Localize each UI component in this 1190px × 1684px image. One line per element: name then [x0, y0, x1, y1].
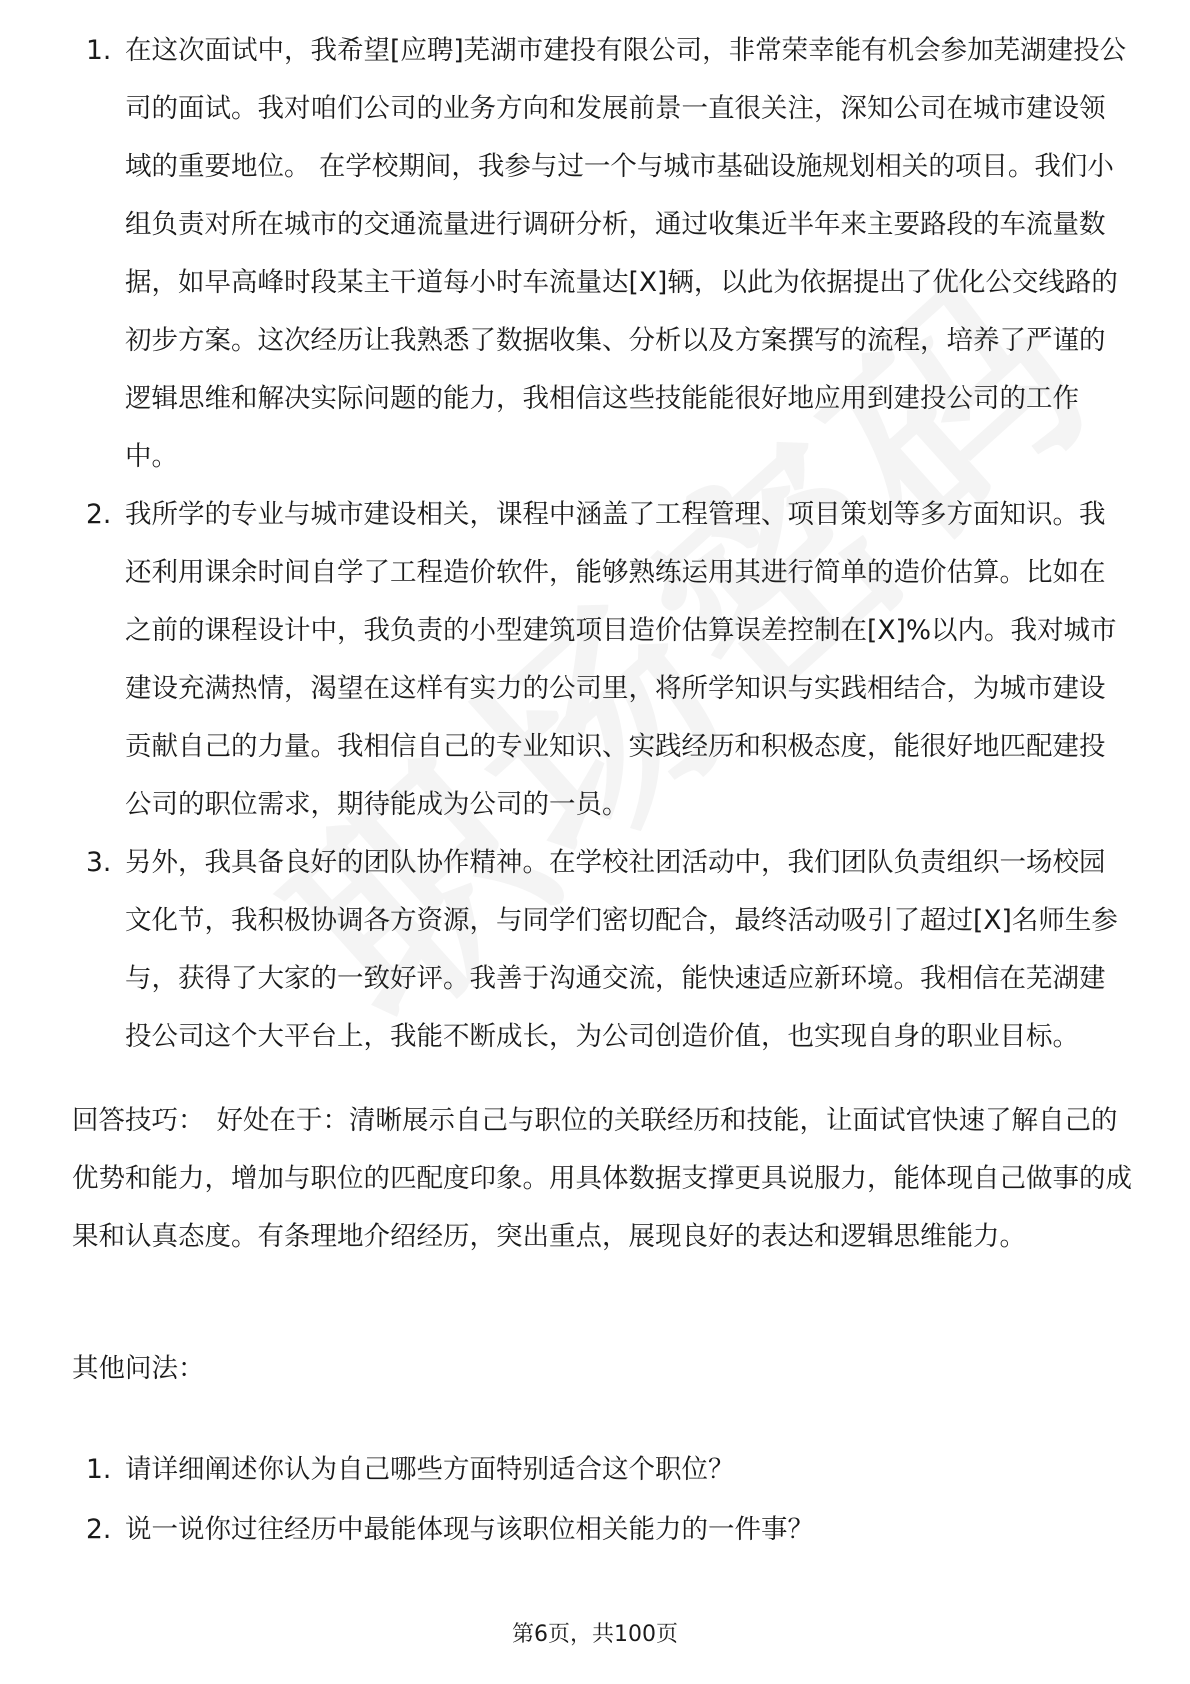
answer-item-1: [0, 22, 1190, 486]
list-number: 2.: [86, 1514, 112, 1545]
list-number: 2.: [86, 499, 112, 530]
page-number: 第6页，共100页: [512, 1622, 678, 1647]
answer-item-3: [0, 834, 1190, 1066]
other-question-item-1: [0, 1440, 1190, 1500]
list-number: 1.: [86, 1454, 112, 1485]
tips-label: 回答技巧：: [72, 1105, 205, 1136]
other-question-item-2: [0, 1500, 1190, 1560]
other-questions-heading: 其他问法：: [72, 1353, 205, 1384]
tips-text: 好处在于：清晰展示自己与职位的关联经历和技能，让面试官快速了解自己的优势和能力，增加与职位的匹配度印象。用具体数据支撑更具说服力，能体现自己做事的成果和认真态度。有条理地介绍经历，突出重点，展现良好的表达和逻辑思维能力。: [72, 1105, 1132, 1252]
answer-text: 在这次面试中，我希望[应聘]芜湖市建投有限公司，非常荣幸能有机会参加芜湖建投公司的面试。我对咱们公司的业务方向和发展前景一直很关注，深知公司在城市建设领域的重要地位。 在学校期间，我参与过一个与城市基础设施规划相关的项目。我们小组负责对所在城市的交通流量进行调研分析，通过收集近半年来主要路段的车流量数据，如早高峰时段某主干道每小时车流量达[X]辆，以此为依据提出了优化公交线路的初步方案。这次经历让我熟悉了数据收集、分析以及方案撰写的流程，培养了严谨的逻辑思维和解决实际问题的能力，我相信这些技能能很好地应用到建投公司的工作中。: [125, 35, 1127, 472]
question-text: 请详细阐述你认为自己哪些方面特别适合这个职位？: [125, 1454, 735, 1485]
list-number: 1.: [86, 35, 112, 66]
other-questions-list: [0, 1440, 1190, 1560]
answer-text: 我所学的专业与城市建设相关，课程中涵盖了工程管理、项目策划等多方面知识。我还利用课余时间自学了工程造价软件，能够熟练运用其进行简单的造价估算。比如在之前的课程设计中，我负责的小型建筑项目造价估算误差控制在[X]%以内。我对城市建设充满热情，渴望在这样有实力的公司里，将所学知识与实践相结合，为城市建设贡献自己的力量。我相信自己的专业知识、实践经历和积极态度，能很好地匹配建投公司的职位需求，期待能成为公司的一员。: [125, 499, 1117, 820]
list-number: 3.: [86, 847, 112, 878]
answer-item-2: [0, 486, 1190, 834]
answer-text: 另外，我具备良好的团队协作精神。在学校社团活动中，我们团队负责组织一场校园文化节，我积极协调各方资源，与同学们密切配合，最终活动吸引了超过[X]名师生参与，获得了大家的一致好评。我善于沟通交流，能快速适应新环境。我相信在芜湖建投公司这个大平台上，我能不断成长，为公司创造价值，也实现自身的职业目标。: [125, 847, 1118, 1052]
question-text: 说一说你过往经历中最能体现与该职位相关能力的一件事？: [125, 1514, 814, 1545]
answer-tips: [72, 1092, 1132, 1266]
answer-list: [0, 22, 1190, 1066]
